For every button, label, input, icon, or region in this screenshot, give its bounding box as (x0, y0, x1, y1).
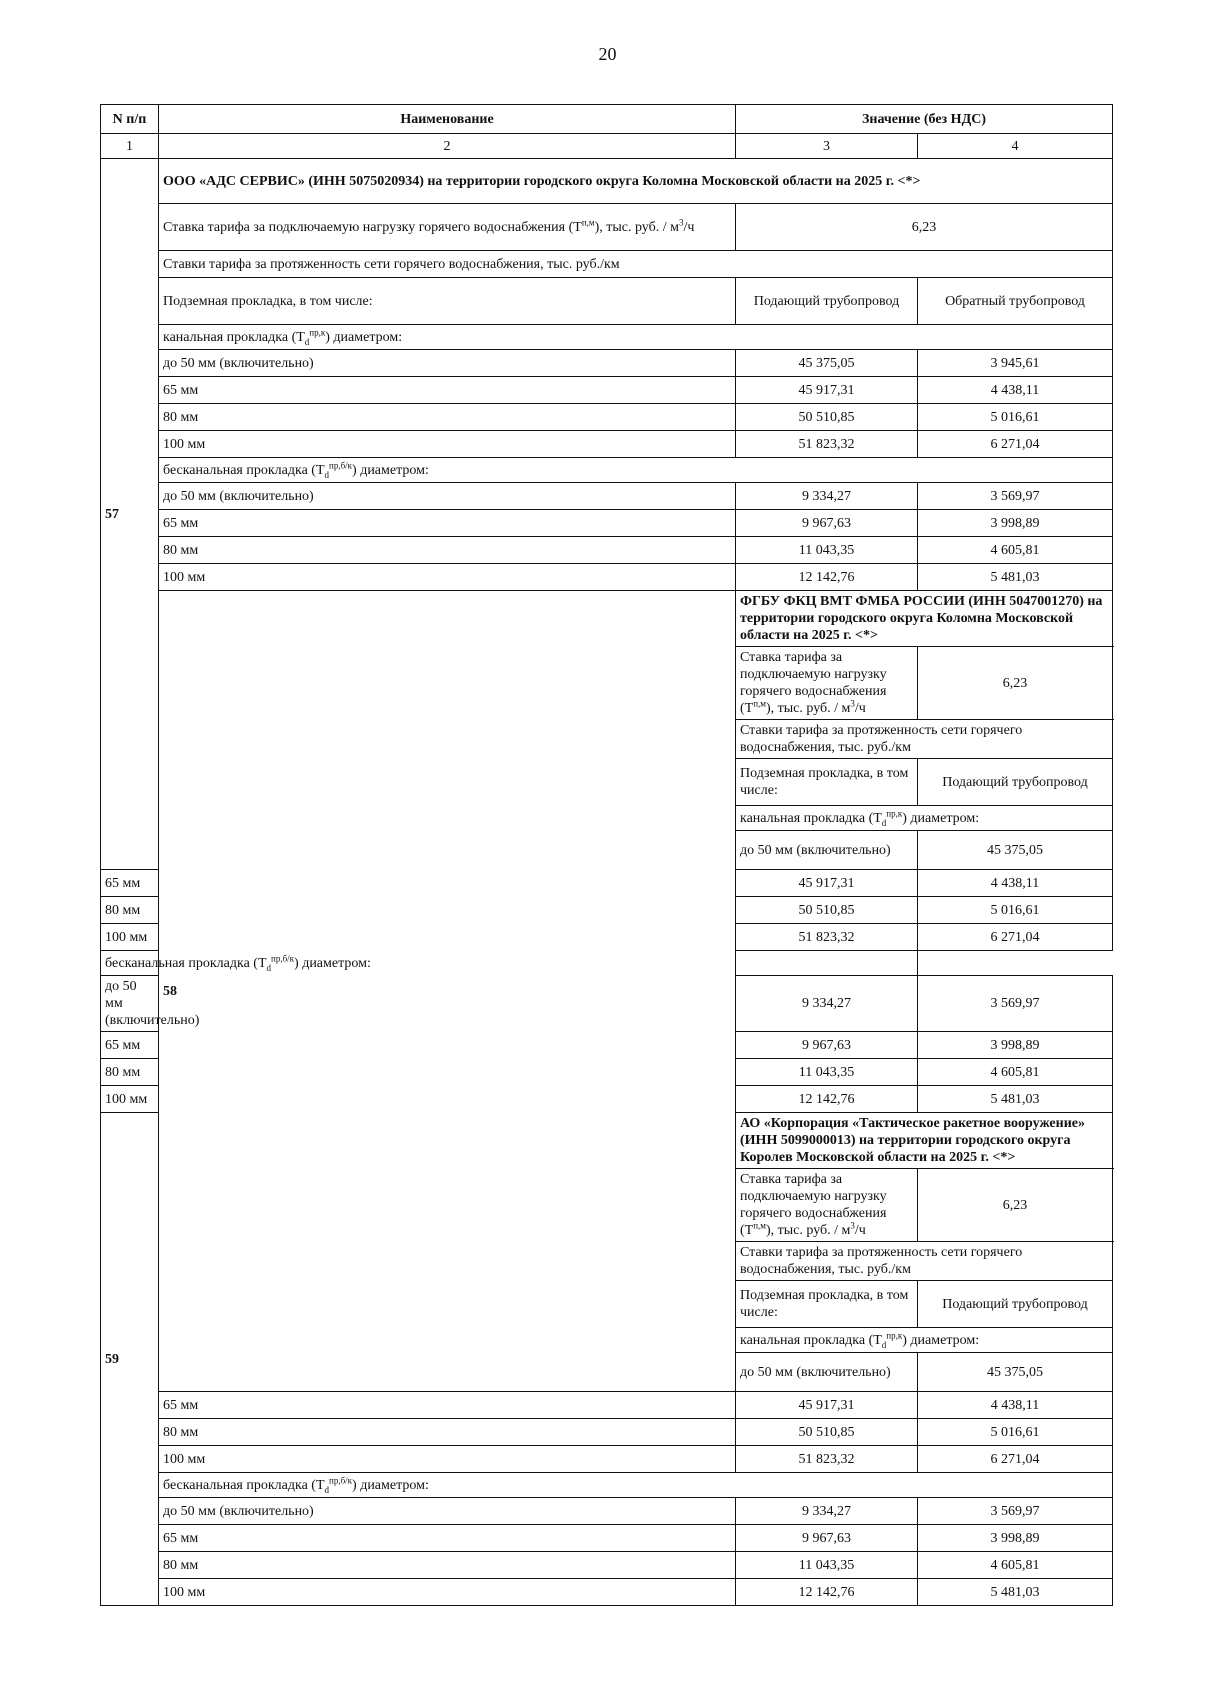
org-number: 59 (101, 1113, 159, 1606)
underground-row (101, 278, 1113, 325)
org-title-row (101, 159, 1113, 204)
return-pipe-header: Обратный трубопровод (918, 278, 1113, 325)
column-index: 1 (101, 134, 159, 159)
channel-label: канальная прокладка $(T_d^{пр,к})$ диаметром: (159, 325, 1113, 350)
return-value: 5 481,03 (918, 564, 1113, 591)
supply-value: 9 334,27 (736, 976, 918, 1032)
table-row (101, 1446, 1113, 1473)
supply-value: 50 510,85 (736, 404, 918, 431)
supply-value: 45 917,31 (736, 1392, 918, 1419)
rate-length-label: Ставки тарифа за протяженность сети горячего водоснабжения, тыс. руб./км (736, 720, 1113, 759)
diameter-label: до 50 мм (включительно) (101, 976, 159, 1032)
return-value: 3 998,89 (918, 1525, 1113, 1552)
diameter-label: 80 мм (159, 1552, 736, 1579)
table-row (101, 350, 1113, 377)
rate-connect-label: Ставка тарифа за подключаемую нагрузку горячего водоснабжения $(T^{п,м})$, тыс. руб. / $м^3/ч$ (736, 647, 918, 720)
supply-pipe-header: Подающий трубопровод (918, 759, 1113, 806)
supply-pipe-header: Подающий трубопровод (918, 1281, 1113, 1328)
diameter-label: до 50 мм (включительно) (736, 831, 918, 870)
return-value: 4 605,81 (918, 1552, 1113, 1579)
channel-label: канальная прокладка $(T_d^{пр,к})$ диаметром: (736, 806, 1113, 831)
channelless-subheader-row (101, 1473, 1113, 1498)
org-number: 57 (101, 159, 159, 870)
return-value: 5 481,03 (918, 1086, 1113, 1113)
rate-connect-label: Ставка тарифа за подключаемую нагрузку горячего водоснабжения $(T^{п,м})$, тыс. руб. / $м^3/ч$ (736, 1169, 918, 1242)
column-index: 3 (736, 134, 918, 159)
supply-value: 9 967,63 (736, 1032, 918, 1059)
supply-value: 50 510,85 (736, 897, 918, 924)
return-value: 3 569,97 (918, 1498, 1113, 1525)
return-value: 4 438,11 (918, 377, 1113, 404)
channel-label: канальная прокладка $(T_d^{пр,к})$ диаметром: (736, 1328, 1113, 1353)
column-index: 4 (918, 134, 1113, 159)
rate-connect-value: 6,23 (736, 204, 1113, 251)
supply-value: 51 823,32 (736, 924, 918, 951)
supply-value: 11 043,35 (736, 1059, 918, 1086)
underground-label: Подземная прокладка, в том числе: (159, 278, 736, 325)
return-value: 6 271,04 (918, 1446, 1113, 1473)
supply-value: 45 917,31 (736, 377, 918, 404)
supply-value: 9 967,63 (736, 510, 918, 537)
return-value: 3 945,61 (918, 350, 1113, 377)
diameter-label: 65 мм (101, 870, 159, 897)
diameter-label: 65 мм (101, 1032, 159, 1059)
return-value: 4 438,11 (918, 870, 1113, 897)
table-row (101, 1579, 1113, 1606)
diameter-label: 80 мм (101, 1059, 159, 1086)
supply-value: 9 967,63 (736, 1525, 918, 1552)
diameter-label: до 50 мм (включительно) (736, 1353, 918, 1392)
org-name: ФГБУ ФКЦ ВМТ ФМБА РОССИИ (ИНН 5047001270) на территории городского округа Коломна Московской области на 2025 г. <*> (736, 591, 1113, 647)
table-row (101, 510, 1113, 537)
rate-connect-value: 6,23 (918, 1169, 1113, 1242)
return-value: 5 481,03 (918, 1579, 1113, 1606)
supply-value: 45 917,31 (736, 870, 918, 897)
table-row (101, 1392, 1113, 1419)
diameter-label: 80 мм (159, 537, 736, 564)
diameter-label: 80 мм (101, 897, 159, 924)
diameter-label: 65 мм (159, 510, 736, 537)
diameter-label: 65 мм (159, 377, 736, 404)
table-row (101, 404, 1113, 431)
table-row (101, 431, 1113, 458)
return-value: 6 271,04 (918, 924, 1113, 951)
table-row (101, 1552, 1113, 1579)
channelless-subheader-row (101, 951, 1113, 976)
diameter-label: до 50 мм (включительно) (159, 1498, 736, 1525)
table-row (101, 1498, 1113, 1525)
diameter-label: до 50 мм (включительно) (159, 350, 736, 377)
underground-label: Подземная прокладка, в том числе: (736, 1281, 918, 1328)
diameter-label: 100 мм (159, 1446, 736, 1473)
return-value: 3 998,89 (918, 510, 1113, 537)
supply-value: 50 510,85 (736, 1419, 918, 1446)
table-header-row (101, 105, 1113, 134)
column-index-row (101, 134, 1113, 159)
table-row (101, 537, 1113, 564)
header-value: Значение (без НДС) (736, 105, 1113, 134)
diameter-label: 100 мм (101, 1086, 159, 1113)
underground-label: Подземная прокладка, в том числе: (736, 759, 918, 806)
channelless-label: бесканальная прокладка $(T_d^{пр,б/к})$ диаметром: (159, 1473, 1113, 1498)
return-value: 3 569,97 (918, 483, 1113, 510)
column-index: 2 (159, 134, 736, 159)
rate-length-label: Ставки тарифа за протяженность сети горячего водоснабжения, тыс. руб./км (159, 251, 1113, 278)
table-row (101, 564, 1113, 591)
org-name: ООО «АДС СЕРВИС» (ИНН 5075020934) на территории городского округа Коломна Московской области на 2025 г. <*> (159, 159, 1113, 204)
supply-value: 9 334,27 (736, 483, 918, 510)
channel-subheader-row (101, 325, 1113, 350)
diameter-label: 100 мм (159, 1579, 736, 1606)
return-value: 4 605,81 (918, 537, 1113, 564)
return-value: 5 016,61 (918, 404, 1113, 431)
rate-length-row (101, 251, 1113, 278)
channelless-label: бесканальная прокладка $(T_d^{пр,б/к})$ диаметром: (101, 951, 918, 976)
supply-pipe-header: Подающий трубопровод (736, 278, 918, 325)
return-value: 6 271,04 (918, 431, 1113, 458)
tariff-table (100, 104, 1113, 1606)
rate-connect-label: Ставка тарифа за подключаемую нагрузку горячего водоснабжения $(T^{п,м})$, тыс. руб. / $м^3/ч$ (159, 204, 736, 251)
channelless-label: бесканальная прокладка $(T_d^{пр,б/к})$ диаметром: (159, 458, 1113, 483)
diameter-label: 100 мм (159, 564, 736, 591)
table-row (101, 1525, 1113, 1552)
table-row (101, 377, 1113, 404)
rate-connect-value: 6,23 (918, 647, 1113, 720)
diameter-label: до 50 мм (включительно) (159, 483, 736, 510)
header-name: Наименование (159, 105, 736, 134)
supply-value: 51 823,32 (736, 431, 918, 458)
supply-value: 12 142,76 (736, 564, 918, 591)
org-number: 58 (159, 591, 736, 1392)
supply-value: 45 375,05 (918, 1353, 1113, 1392)
table-row (101, 483, 1113, 510)
return-value: 5 016,61 (918, 897, 1113, 924)
return-value: 5 016,61 (918, 1419, 1113, 1446)
return-value: 4 438,11 (918, 1392, 1113, 1419)
supply-value: 51 823,32 (736, 1446, 918, 1473)
supply-value: 45 375,05 (918, 831, 1113, 870)
diameter-label: 65 мм (159, 1525, 736, 1552)
supply-value: 9 334,27 (736, 1498, 918, 1525)
table-row (101, 1419, 1113, 1446)
return-value: 3 569,97 (918, 976, 1113, 1032)
diameter-label: 80 мм (159, 404, 736, 431)
supply-value: 11 043,35 (736, 537, 918, 564)
return-value: 3 998,89 (918, 1032, 1113, 1059)
channelless-subheader-row (101, 458, 1113, 483)
diameter-label: 80 мм (159, 1419, 736, 1446)
supply-value: 12 142,76 (736, 1579, 918, 1606)
header-num: N п/п (101, 105, 159, 134)
supply-value: 11 043,35 (736, 1552, 918, 1579)
diameter-label: 65 мм (159, 1392, 736, 1419)
org-name: АО «Корпорация «Тактическое ракетное вооружение» (ИНН 5099000013) на территории городского округа Королев Московской области на 2025 г. <*> (736, 1113, 1113, 1169)
page-number: 20 (598, 44, 617, 64)
rate-connect-row (101, 204, 1113, 251)
supply-value: 45 375,05 (736, 350, 918, 377)
supply-value: 12 142,76 (736, 1086, 918, 1113)
org-title-row (101, 591, 1113, 647)
return-value: 4 605,81 (918, 1059, 1113, 1086)
diameter-label: 100 мм (159, 431, 736, 458)
diameter-label: 100 мм (101, 924, 159, 951)
rate-length-label: Ставки тарифа за протяженность сети горячего водоснабжения, тыс. руб./км (736, 1242, 1113, 1281)
